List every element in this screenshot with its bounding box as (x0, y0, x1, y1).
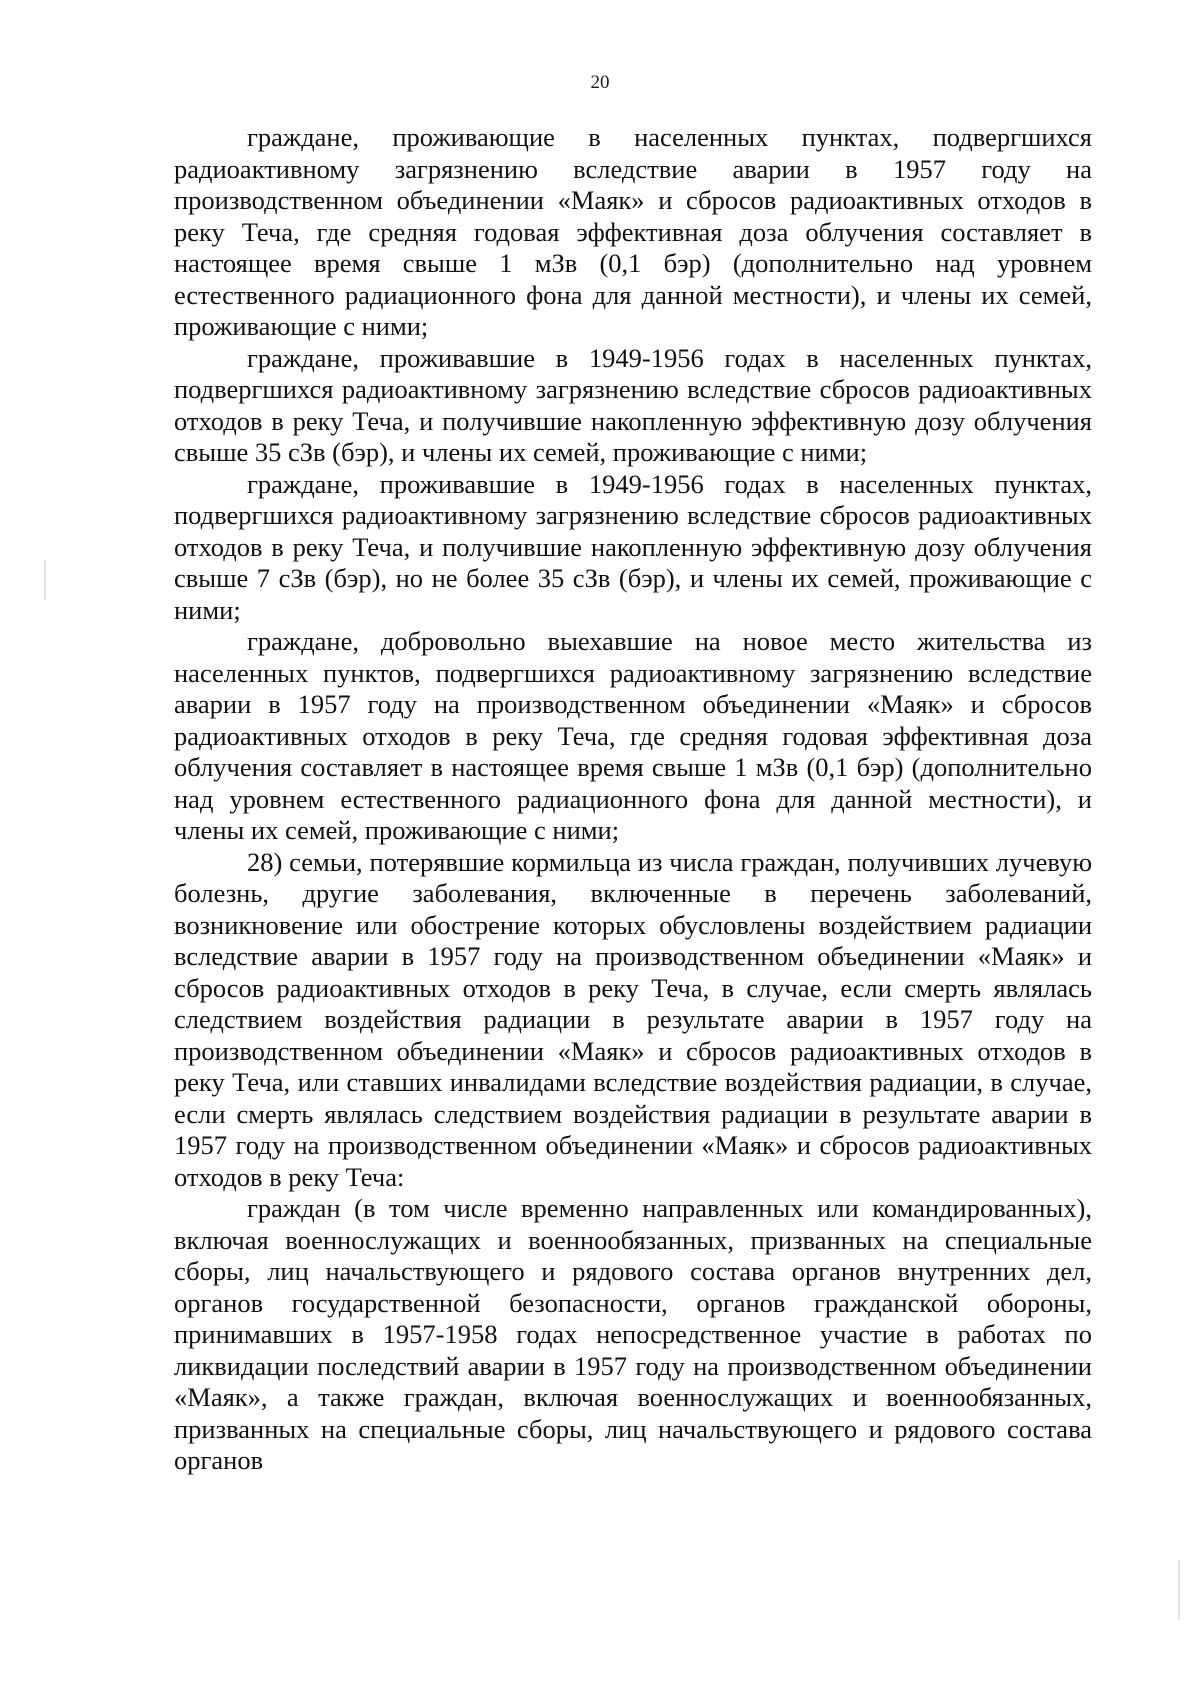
paragraph-liquidation-participants: граждан (в том числе временно направленных или командированных), включая военнослужащих и военнообязанных, призванных на специальные сборы, лиц начальствующего и рядового состава органов внутренних дел, органов государственной безопасности, органов гражданской обороны, принимавших в 1957-1958 годах непосредственное участие в работах по ликвидации последствий аварии в 1957 году на производственном объединении «Маяк», а также граждан, включая военнослужащих и военнообязанных, призванных на специальные сборы, лиц начальствующего и рядового состава органов (174, 1193, 1092, 1475)
scan-edge-mark (1178, 1560, 1180, 1620)
scan-edge-mark (44, 560, 46, 600)
paragraph-voluntarily-relocated: граждане, добровольно выехавшие на новое место жительства из населенных пунктов, подвергшихся радиоактивному загрязнению вследствие аварии в 1957 году на производственном объединении «Маяк» и сбросов радиоактивных отходов в реку Теча, где средняя годовая эффективная доза облучения составляет в настоящее время свыше 1 мЗв (0,1 бэр) (дополнительно над уровнем естественного радиационного фона для данной местности), и члены их семей, проживающие с ними; (174, 626, 1092, 845)
paragraph-residents-1949-1956-7-to-35: граждане, проживавшие в 1949-1956 годах в населенных пунктах, подвергшихся радиоактивному загрязнению вследствие сбросов радиоактивных отходов в реку Теча, и получившие накопленную эффективную дозу облучения свыше 7 сЗв (бэр), но не более 35 сЗв (бэр), и члены их семей, проживающие с ними; (174, 468, 1092, 625)
document-body (174, 122, 1092, 1477)
paragraph-residents-1949-1956-over-35: граждане, проживавшие в 1949-1956 годах в населенных пунктах, подвергшихся радиоактивному загрязнению вследствие сбросов радиоактивных отходов в реку Теча, и получившие накопленную эффективную дозу облучения свыше 35 сЗв (бэр), и члены их семей, проживающие с ними; (174, 342, 1092, 467)
page-number: 20 (590, 72, 610, 93)
paragraph-residents-contaminated-areas: граждане, проживающие в населенных пунктах, подвергшихся радиоактивному загрязнению вследствие аварии в 1957 году на производственном объединении «Маяк» и сбросов радиоактивных отходов в реку Теча, где средняя годовая эффективная доза облучения составляет в настоящее время свыше 1 мЗв (0,1 бэр) (дополнительно над уровнем естественного радиационного фона для данной местности), и члены их семей, проживающие с ними; (174, 122, 1092, 341)
paragraph-item-28-families: 28) семьи, потерявшие кормильца из числа граждан, получивших лучевую болезнь, другие заболевания, включенные в перечень заболеваний, возникновение или обострение которых обусловлены воздействием радиации вследствие аварии в 1957 году на производственном объединении «Маяк» и сбросов радиоактивных отходов в реку Теча, в случае, если смерть являлась следствием воздействия радиации в результате аварии в 1957 году на производственном объединении «Маяк» и сбросов радиоактивных отходов в реку Теча, или ставших инвалидами вследствие воздействия радиации, в случае, если смерть являлась следствием воздействия радиации в результате аварии в 1957 году на производственном объединении «Маяк» и сбросов радиоактивных отходов в реку Теча: (174, 846, 1092, 1192)
